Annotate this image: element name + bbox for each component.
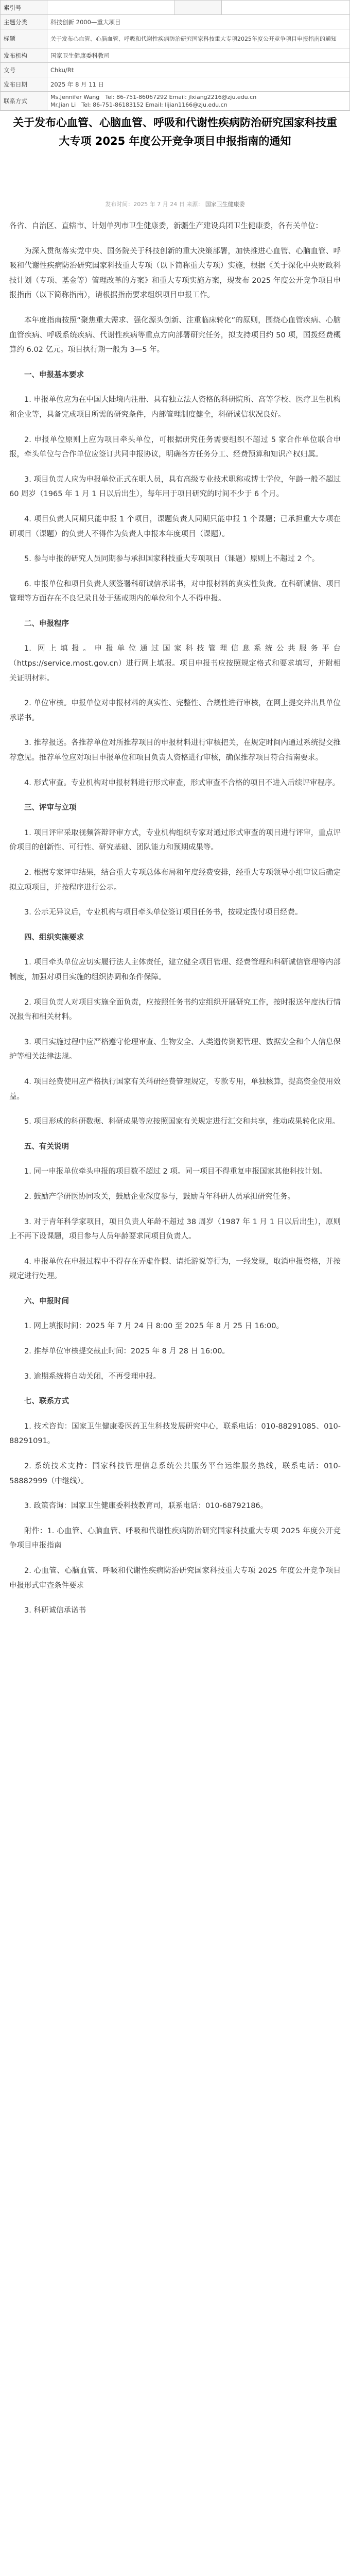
body-paragraph: 4. 项目经费使用应严格执行国家有关科研经费管理规定，专款专用，单独核算，提高资金使用效益。 bbox=[9, 1077, 341, 1101]
meta-key: 发布日期 bbox=[1, 77, 47, 92]
body-paragraph: 2. 单位审核。申报单位对申报材料的真实性、完整性、合规性进行审核，在网上提交并出具单位承诺书。 bbox=[9, 699, 341, 722]
contact-line-1: Ms.Jennifer Wang Tel: 86-751-86067292 Email: jlxiang2216@zju.edu.cn bbox=[50, 94, 257, 100]
body-paragraph: 各省、自治区、直辖市、计划单列市卫生健康委，新疆生产建设兵团卫生健康委，各有关单位： bbox=[9, 222, 323, 230]
section-heading: 一、申报基本要求 bbox=[24, 370, 84, 379]
source-link[interactable]: 国家卫生健康委 bbox=[205, 201, 245, 208]
body-paragraph: 2. 系统技术支持：国家科技管理信息系统公共服务平台运维服务热线，联系电话：010-58882999（中继线）。 bbox=[9, 1462, 341, 1485]
body-paragraph: 3. 项目负责人应为申报单位正式在职人员，具有高级专业技术职称或博士学位，年龄一般不超过 60 周岁（1965 年 1 月 1 日以后出生），每年用于项目研究的时间不少于 6 个月。 bbox=[9, 475, 341, 499]
meta-row-title bbox=[1, 29, 350, 48]
meta-value: Chku/Rt bbox=[47, 63, 350, 77]
body-paragraph: 3. 科研诚信承诺书 bbox=[24, 1606, 86, 1615]
meta-row-index bbox=[1, 1, 350, 15]
body-paragraph: 1. 项目评审采取视频答辩评审方式，专业机构组织专家对通过形式审查的项目进行评审，重点评价项目的创新性、可行性、研究基础、团队能力和预期成果等。 bbox=[9, 828, 341, 852]
body-paragraph: 2. 根据专家评审结果，结合重大专项总体布局和年度经费安排，经重大专项领导小组审议后确定拟立项项目，并按程序进行公示。 bbox=[9, 869, 341, 892]
document-body bbox=[9, 219, 341, 1629]
meta-key bbox=[175, 1, 222, 15]
meta-row-issuer bbox=[1, 48, 350, 63]
body-paragraph: 2. 申报单位原则上应为项目牵头单位，可根据研究任务需要组织不超过 5 家合作单位联合申报，牵头单位与合作单位应签订共同申报协议，明确各方任务分工、经费预算和知识产权归属。 bbox=[9, 435, 341, 459]
document-title: 关于发布心血管、心脑血管、呼吸和代谢性疾病防治研究国家科技重大专项 2025 年度公开竞争项目申报指南的通知 bbox=[13, 116, 337, 147]
section-heading: 五、有关说明 bbox=[24, 1142, 69, 1151]
body-paragraph: 1. 技术咨询：国家卫生健康委医药卫生科技发展研究中心，联系电话：010-88291085、010-88291091。 bbox=[9, 1422, 341, 1446]
meta-key: 文号 bbox=[1, 63, 47, 77]
body-paragraph: 3. 推荐报送。各推荐单位对所推荐项目的申报材料进行审核把关，在规定时间内通过系统提交推荐意见。推荐单位应对项目申报单位和项目负责人资格进行审核，确保推荐项目符合指南要求。 bbox=[9, 739, 341, 762]
publish-date: 发布时间：2025 年 7 月 24 日 来源： bbox=[105, 201, 204, 208]
body-paragraph: 3. 政策咨询：国家卫生健康委科技教育司，联系电话：010-68792186。 bbox=[24, 1502, 268, 1511]
body-paragraph: 1. 申报单位应为在中国大陆境内注册、具有独立法人资格的科研院所、高等学校、医疗卫生机构和企业等，具备完成项目所需的研究条件，内部管理制度健全，科研诚信状况良好。 bbox=[9, 396, 341, 419]
meta-key: 主题分类 bbox=[1, 15, 47, 29]
body-paragraph: 2. 心血管、心脑血管、呼吸和代谢性疾病防治研究国家科技重大专项 2025 年度公开竞争项目申报形式审查条件要求 bbox=[9, 1567, 341, 1590]
metadata-table bbox=[0, 0, 350, 111]
meta-key: 发布机构 bbox=[1, 48, 47, 63]
meta-value bbox=[222, 1, 350, 15]
body-paragraph: 3. 公示无异议后，专业机构与项目牵头单位签订项目任务书，按规定拨付项目经费。 bbox=[24, 908, 303, 917]
meta-value: 关于发布心血管、心脑血管、呼吸和代谢性疾病防治研究国家科技重大专项2025年度公开竞争项目申报指南的通知 bbox=[47, 29, 350, 48]
meta-row-category bbox=[1, 15, 350, 29]
body-paragraph: 1. 网上填报。申报单位通过国家科技管理信息系统公共服务平台（https://service.most.gov.cn）进行网上填报。项目申报书应按照规定格式和要求填写，并附相关证明材料。 bbox=[9, 645, 341, 683]
body-paragraph: 2. 鼓励产学研医协同攻关，鼓励企业深度参与，鼓励青年科研人员承担研究任务。 bbox=[24, 1192, 295, 1201]
body-paragraph: 3. 项目实施过程中应严格遵守伦理审查、生物安全、人类遗传资源管理、数据安全和个人信息保护等相关法律法规。 bbox=[9, 1038, 341, 1061]
meta-value bbox=[47, 92, 350, 111]
meta-key: 索引号 bbox=[1, 1, 47, 15]
body-paragraph: 为深入贯彻落实党中央、国务院关于科技创新的重大决策部署，加快推进心血管、心脑血管、呼吸和代谢性疾病防治研究国家科技重大专项（以下简称重大专项）实施，根据《关于深化中央财政科技计划（专项、基金等）管理改革的方案》和重大专项实施方案，现发布 2025 年度公开竞争项目申报指南（以下简称指南），请根据指南要求组织项目申报工作。 bbox=[9, 247, 341, 300]
body-paragraph: 4. 申报单位在申报过程中不得存在弄虚作假、请托游说等行为，一经发现，取消申报资格，并按规定进行处理。 bbox=[9, 1257, 341, 1281]
contact-line-2: Mr.Jian Li Tel: 86-751-86183152 Email: lijian1166@zju.edu.cn bbox=[50, 101, 227, 108]
meta-row-contact bbox=[1, 92, 350, 111]
meta-key: 联系方式 bbox=[1, 92, 47, 111]
section-heading: 七、联系方式 bbox=[24, 1397, 69, 1406]
body-paragraph: 附件：1. 心血管、心脑血管、呼吸和代谢性疾病防治研究国家科技重大专项 2025 年度公开竞争项目申报指南 bbox=[9, 1527, 341, 1550]
meta-key: 标题 bbox=[1, 29, 47, 48]
body-paragraph: 5. 项目形成的科研数据、科研成果等应按照国家有关规定进行汇交和共享，推动成果转化应用。 bbox=[24, 1117, 340, 1126]
meta-value: 国家卫生健康委科教司 bbox=[47, 48, 350, 63]
section-heading: 四、组织实施要求 bbox=[24, 933, 84, 942]
body-paragraph: 6. 申报单位和项目负责人须签署科研诚信承诺书，对申报材料的真实性负责。在科研诚信、项目管理等方面存在不良记录且处于惩戒期内的单位和个人不得申报。 bbox=[9, 580, 341, 603]
body-paragraph: 2. 项目负责人对项目实施全面负责，应按照任务书约定组织开展研究工作，按时报送年度执行情况报告和相关材料。 bbox=[9, 998, 341, 1022]
body-paragraph: 4. 项目负责人同期只能申报 1 个项目，课题负责人同期只能申报 1 个课题；已承担重大专项在研项目（课题）的负责人不得作为负责人申报本年度项目（课题）。 bbox=[9, 515, 341, 538]
meta-value: 科技创新 2000—重大项目 bbox=[47, 15, 350, 29]
meta-value bbox=[47, 1, 175, 15]
publish-info bbox=[0, 200, 350, 208]
body-paragraph: 5. 参与申报的研究人员同期参与承担国家科技重大专项项目（课题）原则上不超过 2 个。 bbox=[24, 555, 320, 564]
body-paragraph: 3. 对于青年科学家项目，项目负责人年龄不超过 38 周岁（1987 年 1 月 1 日以后出生），原则上不再下设课题，项目参与人员年龄要求同项目负责人。 bbox=[9, 1217, 341, 1241]
section-heading: 三、评审与立项 bbox=[24, 804, 77, 812]
body-paragraph: 4. 形式审查。专业机构对申报材料进行形式审查，形式审查不合格的项目不进入后续评审程序。 bbox=[24, 778, 340, 787]
body-paragraph: 1. 项目牵头单位应切实履行法人主体责任，建立健全项目管理、经费管理和科研诚信管理等内部制度，加强对项目实施的组织协调和条件保障。 bbox=[9, 958, 341, 981]
body-paragraph: 2. 推荐单位审核提交截止时间：2025 年 8 月 28 日 16:00。 bbox=[24, 1347, 230, 1356]
body-paragraph: 1. 网上填报时间：2025 年 7 月 24 日 8:00 至 2025 年 8 月 25 日 16:00。 bbox=[24, 1322, 284, 1331]
section-heading: 六、申报时间 bbox=[24, 1297, 69, 1306]
meta-row-date bbox=[1, 77, 350, 92]
body-paragraph: 3. 逾期系统将自动关闭，不再受理申报。 bbox=[24, 1372, 161, 1381]
meta-row-docno bbox=[1, 63, 350, 77]
meta-value: 2025 年 8 月 11 日 bbox=[47, 77, 350, 92]
body-paragraph: 本年度指南按照“聚焦重大需求、强化源头创新、注重临床转化”的原则，围绕心血管疾病、心脑血管疾病、呼吸系统疾病、代谢性疾病等重点方向部署研究任务，拟支持项目约 50 项，国拨经费概算约 6.02 亿元。项目执行期一般为 3—5 年。 bbox=[9, 316, 341, 354]
section-heading: 二、申报程序 bbox=[24, 619, 69, 628]
body-paragraph: 1. 同一申报单位牵头申报的项目数不超过 2 项。同一项目不得重复申报国家其他科技计划。 bbox=[24, 1167, 327, 1176]
